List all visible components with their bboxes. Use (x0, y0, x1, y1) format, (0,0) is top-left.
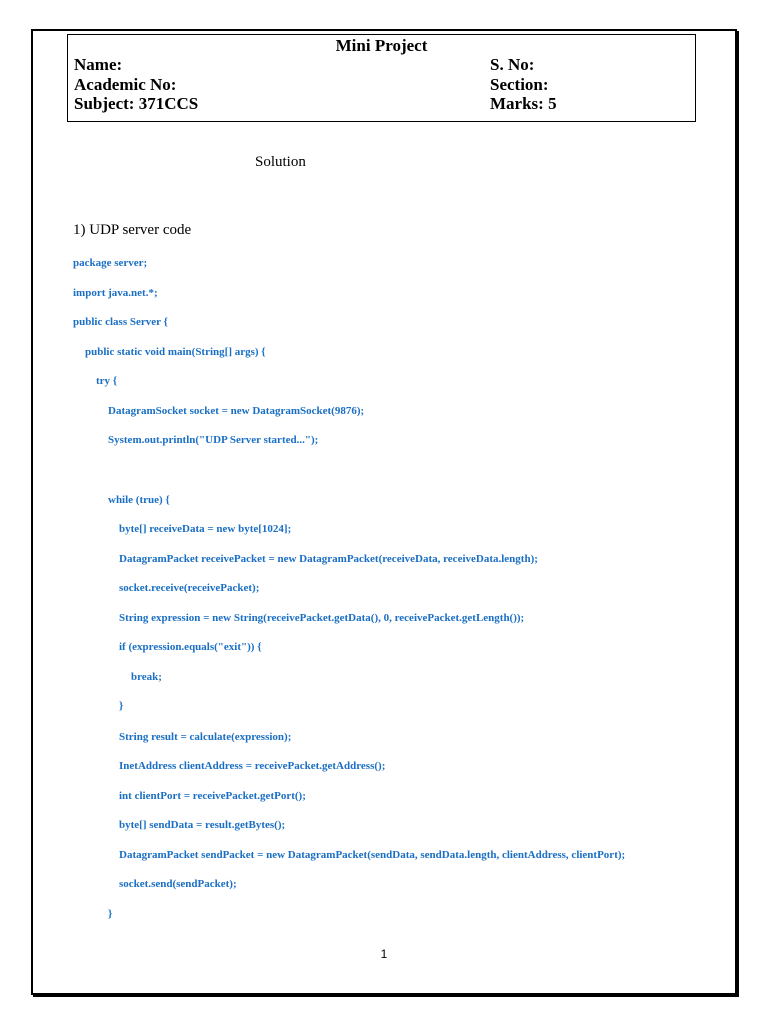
academic-no-label: Academic No: (74, 75, 177, 94)
code-line: String result = calculate(expression); (119, 731, 292, 743)
document-title: Mini Project (335, 36, 428, 55)
code-line: InetAddress clientAddress = receivePacket.getAddress(); (119, 760, 386, 772)
code-line: DatagramPacket receivePacket = new DatagramPacket(receiveData, receiveData.length); (119, 553, 538, 565)
code-line: } (108, 908, 113, 920)
code-line: byte[] receiveData = new byte[1024]; (119, 523, 292, 535)
code-line: } (119, 700, 124, 712)
code-line: socket.receive(receivePacket); (119, 582, 260, 594)
code-line: import java.net.*; (73, 287, 158, 299)
code-line: public class Server { (73, 316, 168, 328)
section-label: Section: (490, 75, 549, 94)
header-box (67, 34, 696, 122)
sno-label: S. No: (490, 55, 535, 74)
code-line: break; (131, 671, 162, 683)
code-line: DatagramSocket socket = new DatagramSocket(9876); (108, 405, 365, 417)
code-line: if (expression.equals("exit")) { (119, 641, 262, 653)
section-heading: 1) UDP server code (73, 222, 192, 238)
code-line: public static void main(String[] args) { (85, 346, 266, 358)
code-line: try { (96, 375, 118, 387)
code-line: byte[] sendData = result.getBytes(); (119, 819, 286, 831)
code-line: String expression = new String(receivePacket.getData(), 0, receivePacket.getLength()); (119, 612, 525, 624)
code-line: package server; (73, 257, 148, 269)
code-line: System.out.println("UDP Server started..."); (108, 434, 319, 446)
name-label: Name: (74, 55, 123, 74)
code-line: socket.send(sendPacket); (119, 878, 237, 890)
page-number: 1 (380, 947, 388, 961)
code-line: DatagramPacket sendPacket = new DatagramPacket(sendData, sendData.length, clientAddress, clientPort); (119, 849, 626, 861)
code-line: int clientPort = receivePacket.getPort(); (119, 790, 306, 802)
marks-label: Marks: 5 (490, 94, 557, 113)
subject-label: Subject: 371CCS (74, 94, 199, 113)
solution-heading: Solution (255, 154, 306, 170)
code-line: while (true) { (108, 494, 170, 506)
